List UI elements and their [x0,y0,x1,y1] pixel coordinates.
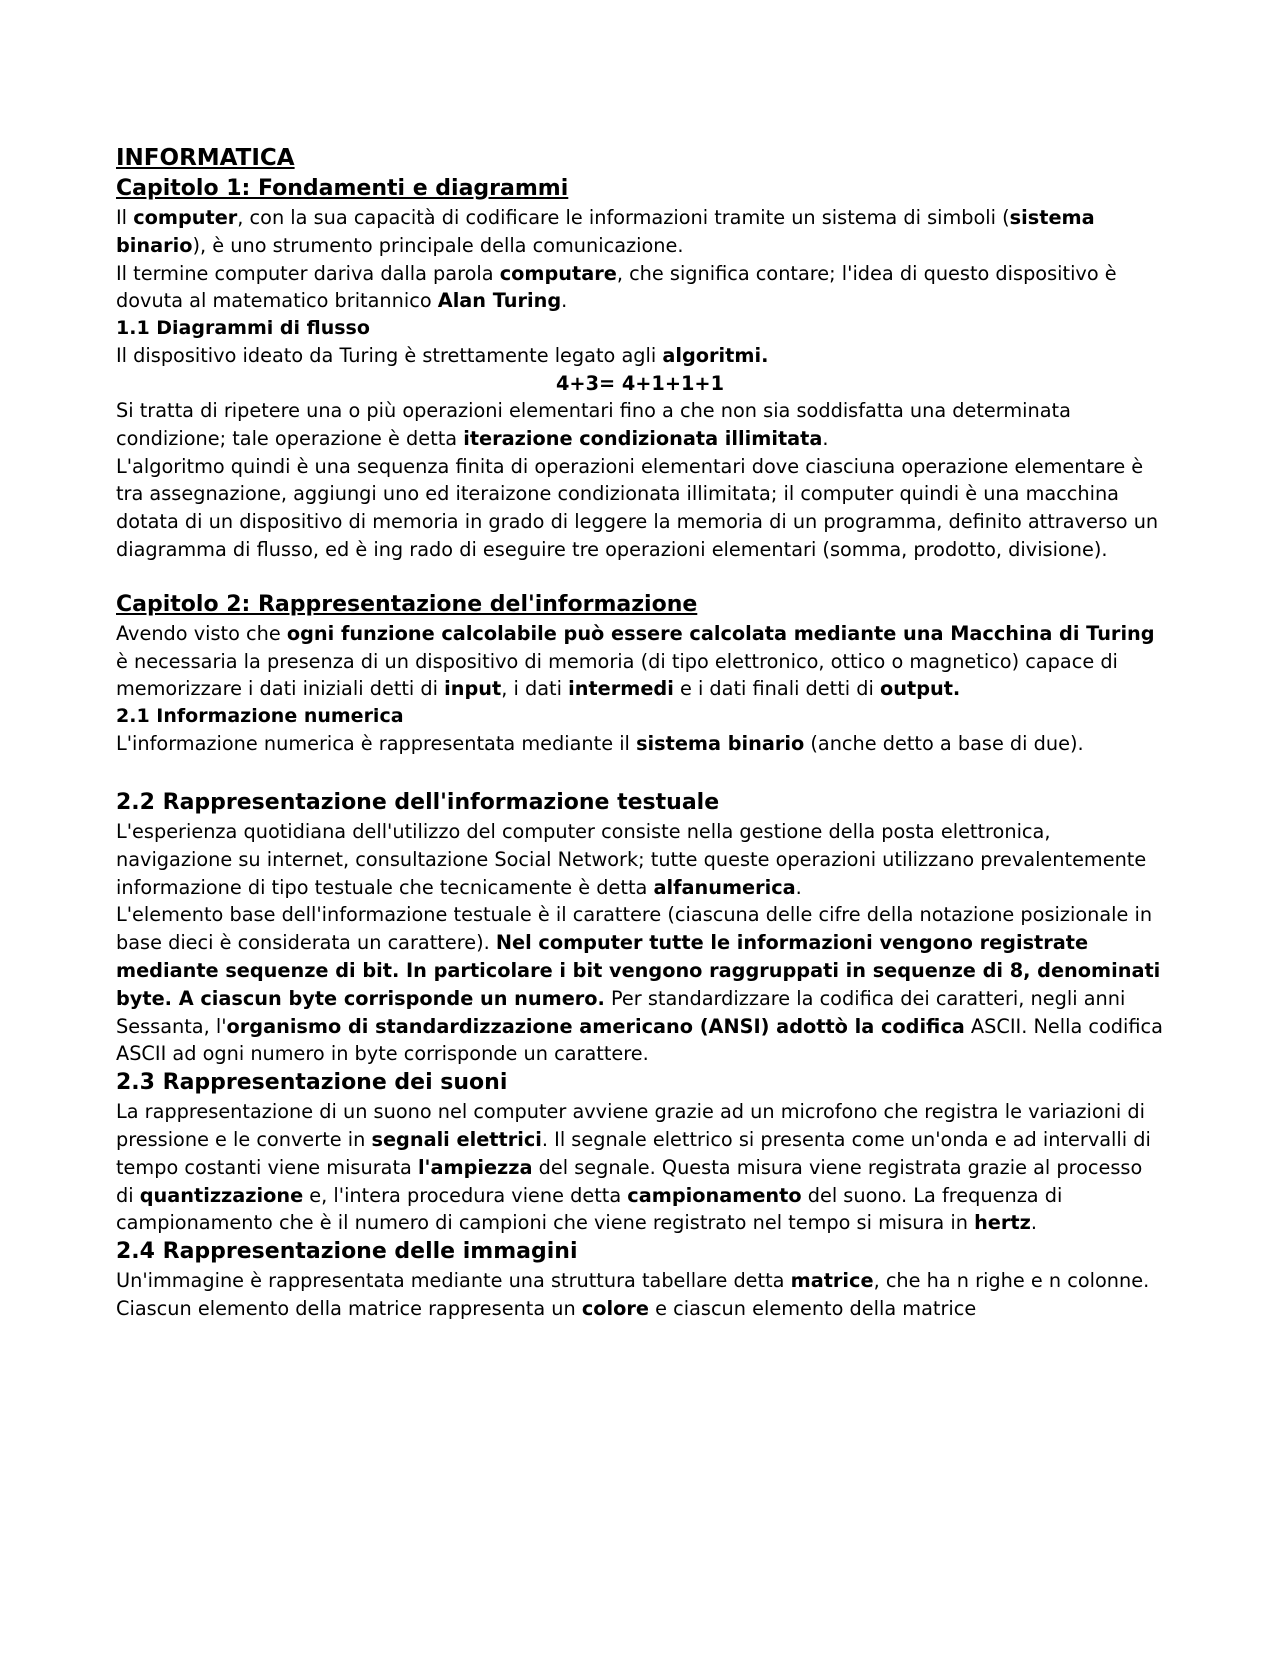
document-title: INFORMATICA [116,145,295,171]
bold-text-run: matrice [790,1269,874,1293]
text-run: ASCII. Nella codifica ASCII ad ogni numero in byte corrisponde un carattere. [116,1014,1163,1066]
spacer [116,758,1164,788]
formula: 4+3= 4+1+1+1 [556,371,724,395]
text-run: L'algoritmo quindi è una sequenza finita di operazioni elementari dove ciasciuna operazione elementare è tra assegnazione, aggiungi uno ed iteraizone condizionata illimitata; il computer quindi è una macchina dotata di un dispositivo di memoria in grado di leggere la memoria di un programma, definito attraverso un diagramma di flusso, ed è ing rado di eseguire tre operazioni elementari (somma, prodotto, divisione). [116,454,1159,561]
text-run: Avendo visto che [116,621,287,645]
section-2-2-paragraph-2 [116,901,1164,1068]
bold-text-run: campionamento [627,1183,802,1207]
section-2-4-heading: 2.4 Rappresentazione delle immagini [116,1239,578,1265]
section-1-1-paragraph-2 [116,397,1164,453]
chapter-1-paragraph-2 [116,260,1164,316]
text-run: La rappresentazione di un suono nel computer avviene grazie ad un microfono che registra le variazioni di pressione e le converte in [116,1100,1145,1151]
text-run: L'esperienza quotidiana dell'utilizzo del computer consiste nella gestione della posta elettronica, navigazione su internet, consultazione Social Network; tutte queste operazioni utilizzano prevalentemente informazione di tipo testuale che tecnicamente è detta [116,819,1147,899]
text-run: Per standardizzare la codifica dei caratteri, negli anni Sessanta, l' [116,986,1126,1038]
bold-text-run: organismo di standardizzazione americano (ANSI) adottò la codifica [226,1014,965,1038]
bold-text-run: algoritmi. [662,344,769,368]
text-run: Il [116,206,134,229]
text-run: del suono. La frequenza di campionamento che è il numero di campioni che viene registrato nel tempo si misura in [116,1183,1063,1235]
chapter-2-heading: Capitolo 2: Rappresentazione del'informazione [116,591,698,617]
text-run: Il termine computer dariva dalla parola [116,261,500,285]
bold-text-run: segnali elettrici [371,1127,542,1151]
text-run: , i dati [501,677,569,701]
section-1-1-heading: 1.1 Diagrammi di flusso [116,317,370,340]
text-run: e i dati finali detti di [673,677,880,701]
bold-text-run: alfanumerica [653,875,796,899]
bold-text-run: input [444,677,502,701]
bold-text-run: hertz [974,1211,1031,1235]
text-run: Un'immagine è rappresentata mediante una struttura tabellare detta [116,1269,791,1293]
bold-text-run: output. [880,677,961,701]
bold-text-run: ogni funzione calcolabile può essere calcolata mediante una Macchina di Turing [286,621,1155,645]
spacer [116,564,1164,590]
bold-text-run: computare [499,261,617,285]
bold-text-run: computer [133,206,238,229]
section-2-2-paragraph-1 [116,818,1164,901]
section-1-1-paragraph-3 [116,453,1164,564]
bold-text-run: Alan Turing [437,289,562,313]
text-run: ), è uno strumento principale della comunicazione. [192,233,684,257]
text-run: è necessaria la presenza di un dispositivo di memoria (di tipo elettronico, ottico o magnetico) capace di memorizzare i dati iniziali detti di [116,649,1118,701]
text-run: , che ha n righe e n colonne. Ciascun elemento della matrice rappresenta un [116,1269,1150,1320]
text-run: . [795,875,802,899]
section-1-1-paragraph-1 [116,342,1164,370]
text-run: L'elemento base dell'informazione testuale è il carattere (ciascuna delle cifre della notazione posizionale in base dieci è considerata un carattere). [116,903,1153,955]
text-run: , che significa contare; l'idea di questo dispositivo è dovuta al matematico britannico [116,261,1117,313]
text-run: Il dispositivo ideato da Turing è strettamente legato agli [116,344,663,368]
text-run: (anche detto a base di due). [804,732,1084,756]
section-2-1-paragraph-1 [116,730,1164,758]
chapter-2-paragraph-1 [116,620,1164,703]
section-2-3-paragraph-1 [116,1098,1164,1237]
text-run: L'informazione numerica è rappresentata mediante il [116,732,637,756]
text-run: e ciascun elemento della matrice [649,1296,977,1320]
text-run: . Il segnale elettrico si presenta come un'onda e ad intervalli di tempo costanti viene misurata [116,1127,1151,1179]
text-run: e, l'intera procedura viene detta [303,1183,628,1207]
bold-text-run: intermedi [568,677,674,701]
chapter-1-paragraph-1 [116,204,1164,260]
text-run: . [822,426,829,450]
section-2-4-paragraph-1 [116,1267,1164,1323]
bold-text-run: quantizzazione [139,1183,304,1207]
chapter-1-heading: Capitolo 1: Fondamenti e diagrammi [116,176,569,201]
bold-text-run: l'ampiezza [417,1155,533,1179]
text-run: del segnale. Questa misura viene registrata grazie al processo di [116,1155,1143,1207]
bold-text-run: sistema binario [116,206,1095,257]
bold-text-run: colore [581,1296,649,1320]
bold-text-run: Nel computer tutte le informazioni vengono registrate mediante sequenze di bit. In particolare i bit vengono raggruppati in sequenze di 8, denominati byte. A ciascun byte corrisponde un numero. [116,931,1161,1010]
section-2-2-heading: 2.2 Rappresentazione dell'informazione testuale [116,789,720,815]
bold-text-run: iterazione condizionata illimitata [463,426,823,450]
text-run: . [561,289,568,313]
bold-text-run: sistema binario [636,732,805,756]
text-run: Si tratta di ripetere una o più operazioni elementari fino a che non sia soddisfatta una determinata condizione; tale operazione è detta [116,398,1071,450]
text-run: , con la sua capacità di codificare le informazioni tramite un sistema di simboli ( [237,206,1010,229]
section-2-1-heading: 2.1 Informazione numerica [116,705,404,728]
text-run: . [1030,1211,1037,1235]
section-2-3-heading: 2.3 Rappresentazione dei suoni [116,1070,508,1096]
